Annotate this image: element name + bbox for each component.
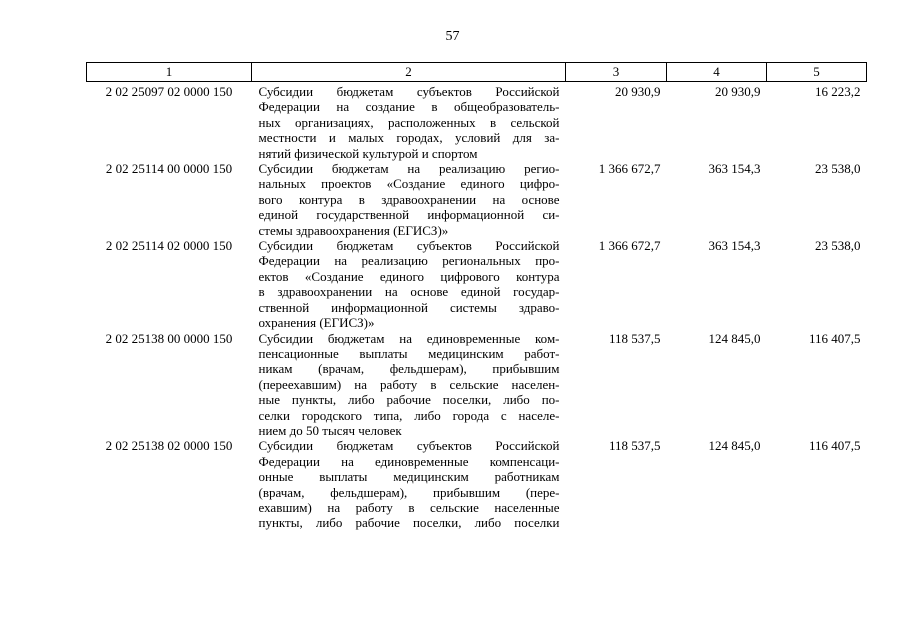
table-row [87, 238, 867, 330]
description-line: ектов «Создание единого цифрового контура [258, 268, 560, 284]
description-cell [252, 331, 566, 439]
description-line: ственной информационной системы здраво- [258, 299, 560, 315]
description-line: пункты, либо рабочие поселки, либо поселки [258, 515, 560, 531]
description-cell [252, 238, 566, 330]
column-header-5: 5 [767, 63, 867, 82]
budget-code-cell: 2 02 25114 00 0000 150 [105, 161, 233, 177]
table-row [87, 84, 867, 161]
amount-col5-cell: 16 223,2 [815, 84, 861, 99]
column-header-1: 1 [87, 63, 252, 82]
amount-col3-cell: 118 537,5 [608, 438, 661, 454]
amount-col4-cell: 124 845,0 [708, 330, 761, 346]
amount-col4-cell: 363 154,3 [708, 238, 761, 254]
description-line: Субсидии бюджетам на реализацию регио- [258, 161, 560, 177]
description-line: стемы здравоохранения (ЕГИСЗ)» [258, 222, 449, 238]
description-line: селки городского типа, либо города с населе- [258, 407, 560, 423]
table-row [87, 331, 867, 439]
description-line: никам (врачам, фельдшерам), прибывшим [258, 361, 560, 377]
amount-col3-cell: 1 366 672,7 [598, 238, 661, 254]
description-line: Федерации на реализацию региональных про- [258, 253, 560, 269]
column-header-4: 4 [667, 63, 767, 82]
budget-code-cell: 2 02 25138 02 0000 150 [105, 438, 233, 454]
amount-col3-cell: 20 930,9 [615, 84, 661, 99]
amount-col5-cell: 116 407,5 [808, 438, 861, 454]
amount-col3-cell: 1 366 672,7 [598, 161, 661, 177]
page-number: 57 [445, 29, 460, 44]
description-line: Федерации на единовременные компенсаци- [258, 453, 560, 469]
amount-col5-cell: 116 407,5 [808, 330, 861, 346]
budget-table [86, 62, 867, 531]
description-cell [252, 438, 566, 530]
description-line: нием до 50 тысяч человек [258, 422, 402, 438]
description-line: вого контура в здравоохранении на основе [258, 191, 560, 207]
amount-col4-cell: 363 154,3 [708, 161, 761, 177]
description-line: Субсидии бюджетам субъектов Российской [258, 438, 560, 454]
description-line: единой государственной информационной си- [258, 207, 560, 223]
column-header-3: 3 [566, 63, 667, 82]
description-line: в здравоохранении на основе единой государ- [258, 284, 560, 300]
budget-code-cell: 2 02 25114 02 0000 150 [105, 238, 233, 254]
description-cell [252, 84, 566, 161]
amount-col5-cell: 23 538,0 [815, 161, 861, 177]
description-line: нятий физической культурой и спортом [258, 145, 478, 161]
description-line: охранения (ЕГИСЗ)» [258, 315, 375, 331]
amount-col4-cell: 20 930,9 [715, 84, 761, 99]
description-line: Федерации на создание в общеобразователь- [258, 99, 560, 115]
column-header-2: 2 [252, 63, 566, 82]
amount-col5-cell: 23 538,0 [815, 238, 861, 254]
description-line: Субсидии бюджетам субъектов Российской [258, 84, 560, 99]
amount-col3-cell: 118 537,5 [608, 330, 661, 346]
table-row [87, 161, 867, 238]
description-line: (переехавшим) на работу в сельские населен- [258, 376, 560, 392]
description-line: нальных проектов «Создание единого цифро- [258, 176, 560, 192]
description-line: онные выплаты медицинским работникам [258, 469, 560, 485]
table-row [87, 438, 867, 530]
description-line: Субсидии бюджетам на единовременные ком- [258, 330, 560, 346]
description-line: ехавшим) на работу в сельские населенные [258, 499, 560, 515]
description-line: местности и малых городах, условий для за- [258, 130, 560, 146]
description-line: ных организациях, расположенных в сельской [258, 114, 560, 130]
amount-col4-cell: 124 845,0 [708, 438, 761, 454]
table-header-row [87, 63, 867, 82]
description-line: пенсационные выплаты медицинским работ- [258, 345, 560, 361]
budget-code-cell: 2 02 25138 00 0000 150 [105, 330, 233, 346]
description-line: Субсидии бюджетам субъектов Российской [258, 238, 560, 254]
description-line: ные пункты, либо рабочие поселки, либо по- [258, 392, 560, 408]
budget-code-cell: 2 02 25097 02 0000 150 [105, 84, 233, 99]
description-line: (врачам, фельдшерам), прибывшим (пере- [258, 484, 560, 500]
description-cell [252, 161, 566, 238]
